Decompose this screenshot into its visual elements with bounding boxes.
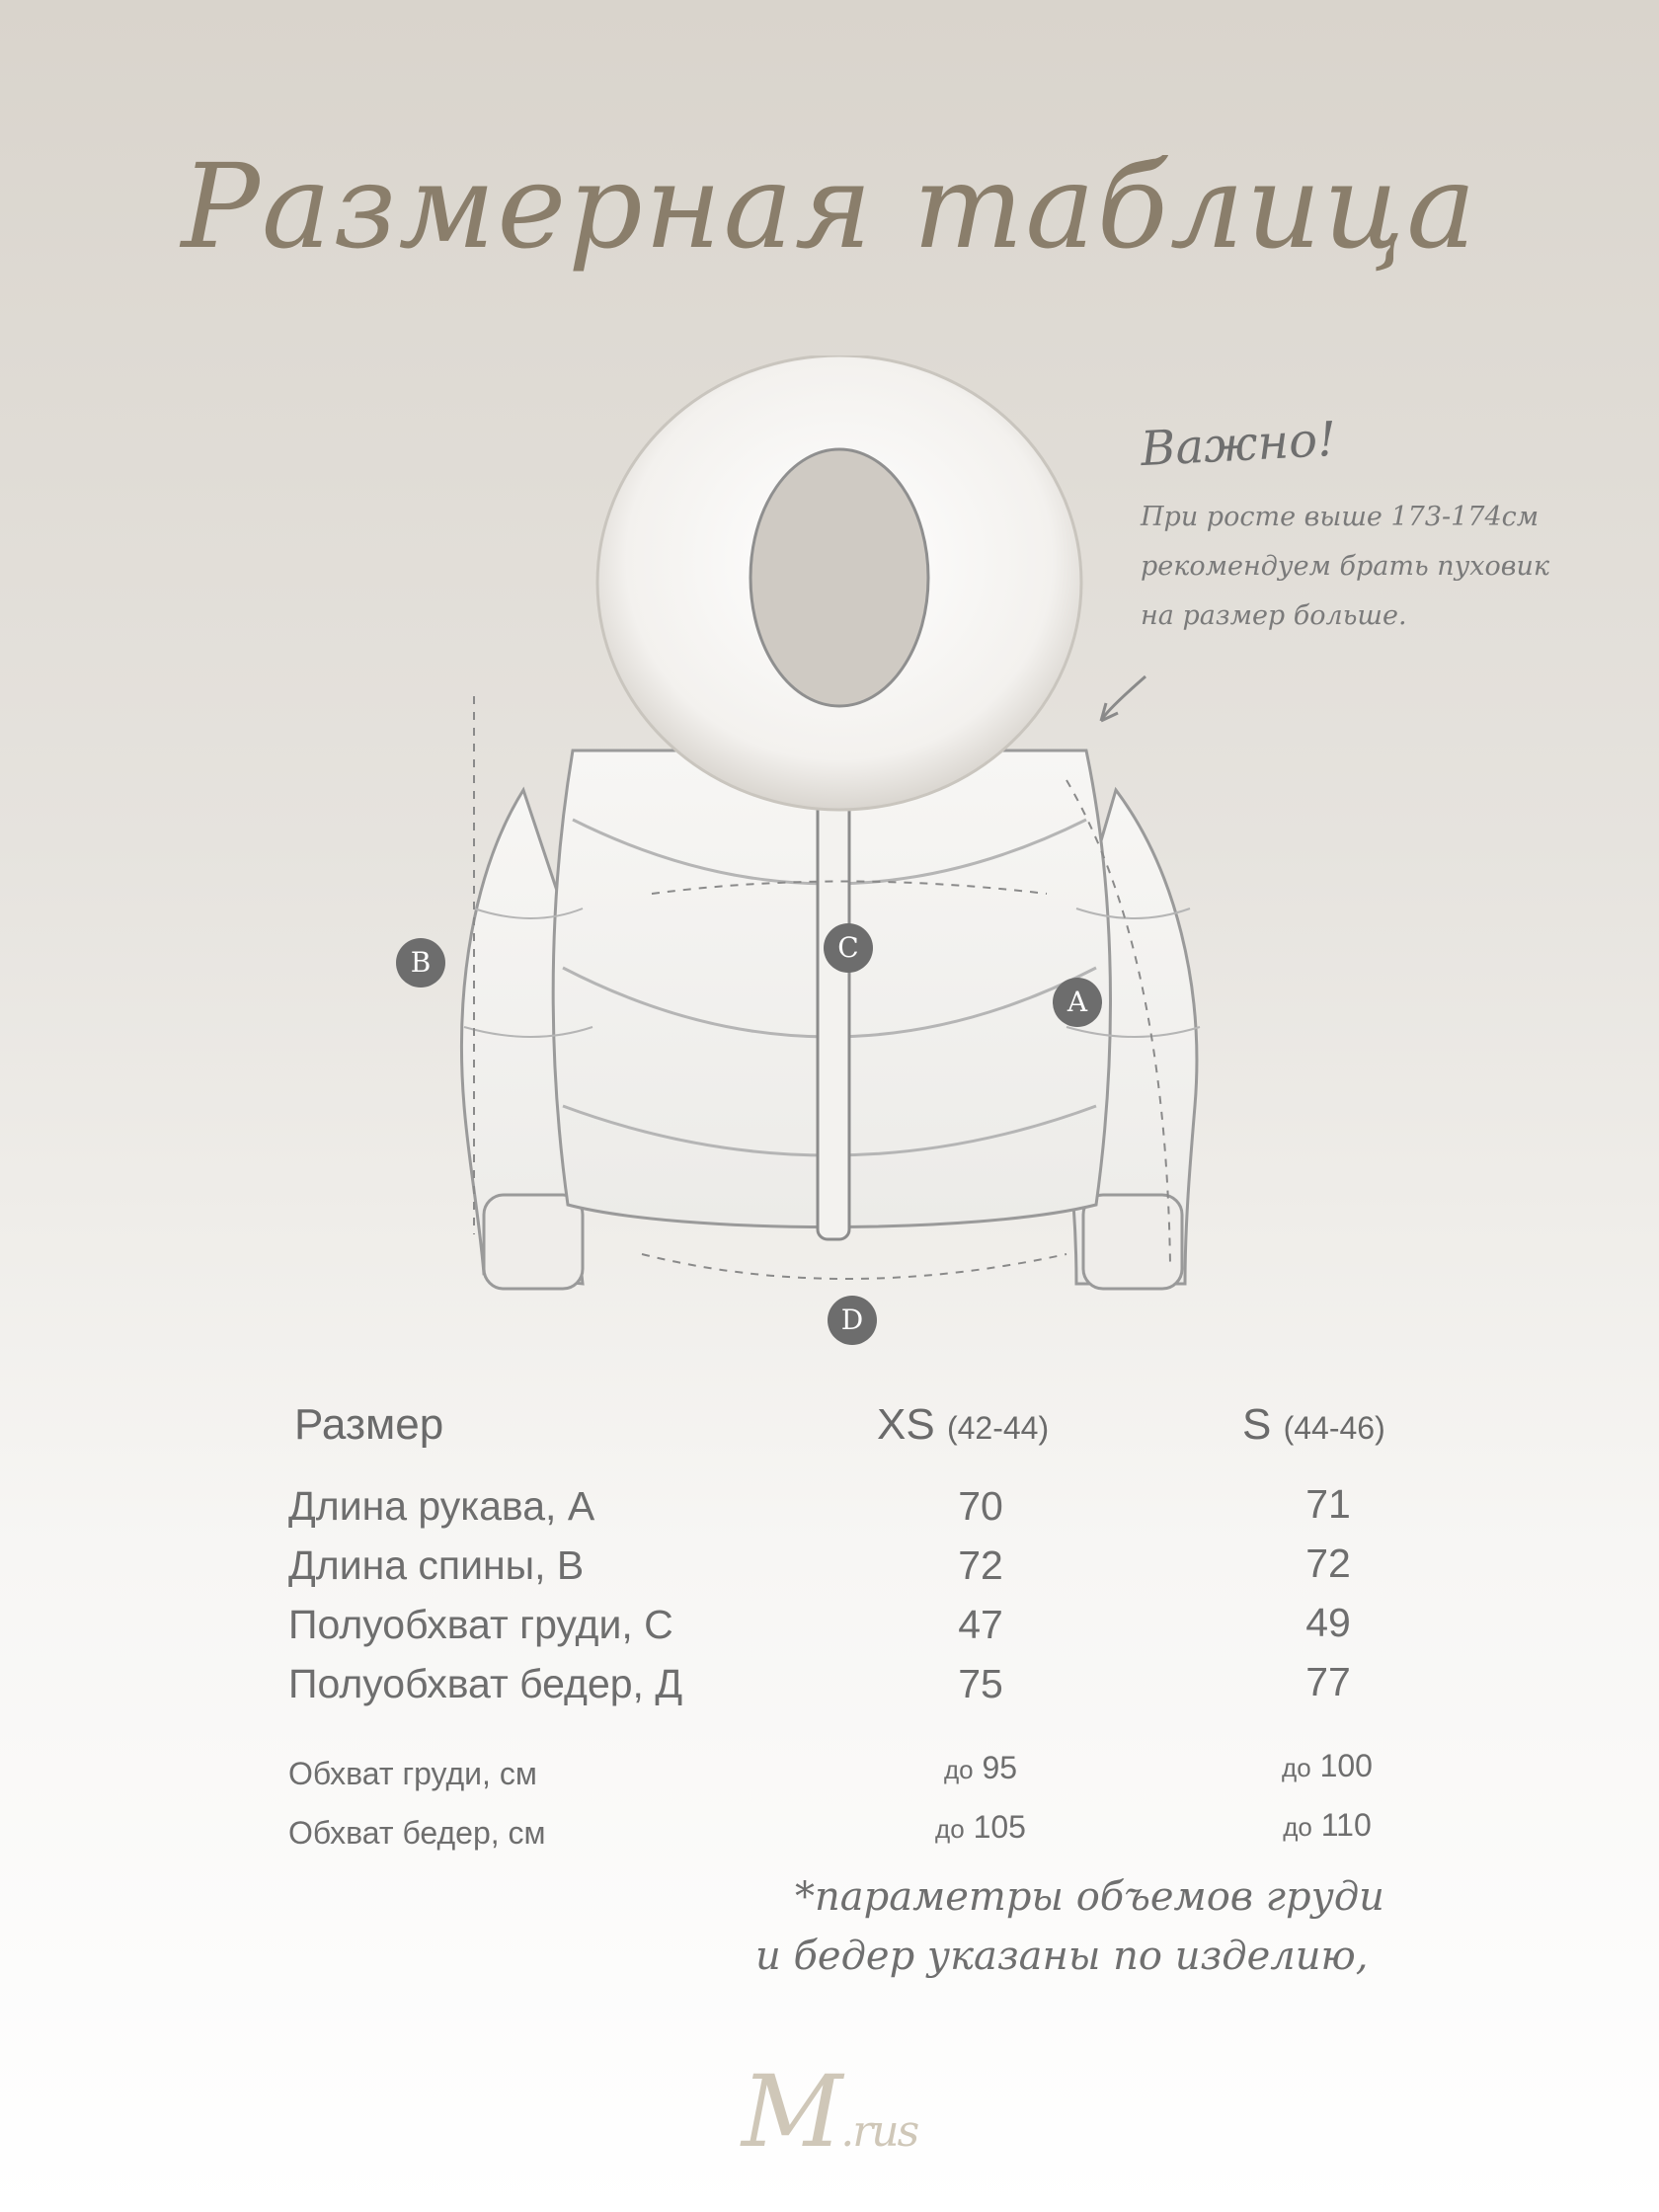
extra-s-hips — [1219, 1807, 1436, 1844]
row-label-hips: Полуобхват бедер, Д — [288, 1661, 683, 1706]
row-label-chest: Полуобхват груди, С — [288, 1602, 673, 1647]
row-s-sleeve: 71 — [1305, 1481, 1351, 1527]
footnote-line-2: и бедер указаны по изделию, — [755, 1934, 1369, 1979]
row-xs-hips: 75 — [958, 1661, 1003, 1706]
marker-b: B — [396, 938, 445, 988]
row-s-chest: 49 — [1305, 1600, 1351, 1645]
jacket-illustration — [385, 356, 1274, 1353]
logo-small: .rus — [840, 2106, 918, 2157]
extra-label-chest: Обхват груди, см — [288, 1756, 537, 1791]
header-s — [1242, 1400, 1385, 1450]
extra-xs-hips-value: 105 — [973, 1809, 1026, 1845]
page-title: Размерная таблица — [181, 138, 1478, 275]
extra-s-hips-value: 110 — [1320, 1807, 1372, 1843]
header-size: Размер — [294, 1400, 444, 1449]
marker-c: C — [824, 923, 873, 973]
extra-s-chest-prefix: до — [1282, 1753, 1311, 1782]
row-xs-sleeve: 70 — [958, 1483, 1003, 1529]
header-xs-main: XS — [877, 1400, 935, 1449]
marker-a: A — [1053, 978, 1102, 1027]
extra-s-chest — [1219, 1748, 1436, 1784]
row-s-back: 72 — [1305, 1540, 1351, 1586]
row-label-sleeve: Длина рукава, А — [288, 1483, 595, 1529]
header-s-range: (44-46) — [1283, 1410, 1385, 1446]
extra-xs-hips-prefix: до — [935, 1814, 965, 1844]
extra-xs-chest — [872, 1750, 1089, 1786]
logo-main: M — [741, 2054, 841, 2170]
extra-xs-chest-value: 95 — [982, 1750, 1018, 1785]
note-line-1: При росте выше 173-174см — [1141, 502, 1540, 532]
header-xs-range: (42-44) — [946, 1410, 1050, 1446]
header-s-main: S — [1242, 1400, 1272, 1449]
note-line-3: на размер больше. — [1141, 600, 1407, 631]
row-s-hips: 77 — [1305, 1659, 1351, 1704]
row-xs-chest: 47 — [958, 1602, 1003, 1647]
hood-opening — [750, 449, 928, 706]
zipper — [818, 741, 849, 1239]
footnote-line-1: *параметры объемов груди — [795, 1874, 1384, 1920]
marker-d: D — [828, 1296, 877, 1345]
note-heading: Важно! — [1139, 411, 1338, 478]
row-label-back: Длина спины, В — [288, 1542, 585, 1588]
row-xs-back: 72 — [958, 1542, 1003, 1588]
brand-logo — [672, 2054, 988, 2170]
extra-label-hips: Обхват бедер, см — [288, 1815, 546, 1851]
note-line-2: рекомендуем брать пуховик — [1141, 551, 1550, 582]
extra-xs-chest-prefix: до — [943, 1755, 974, 1784]
extra-xs-hips — [872, 1809, 1089, 1846]
extra-s-chest-value: 100 — [1319, 1748, 1373, 1783]
extra-s-hips-prefix: до — [1283, 1812, 1312, 1842]
header-xs — [877, 1400, 1049, 1450]
